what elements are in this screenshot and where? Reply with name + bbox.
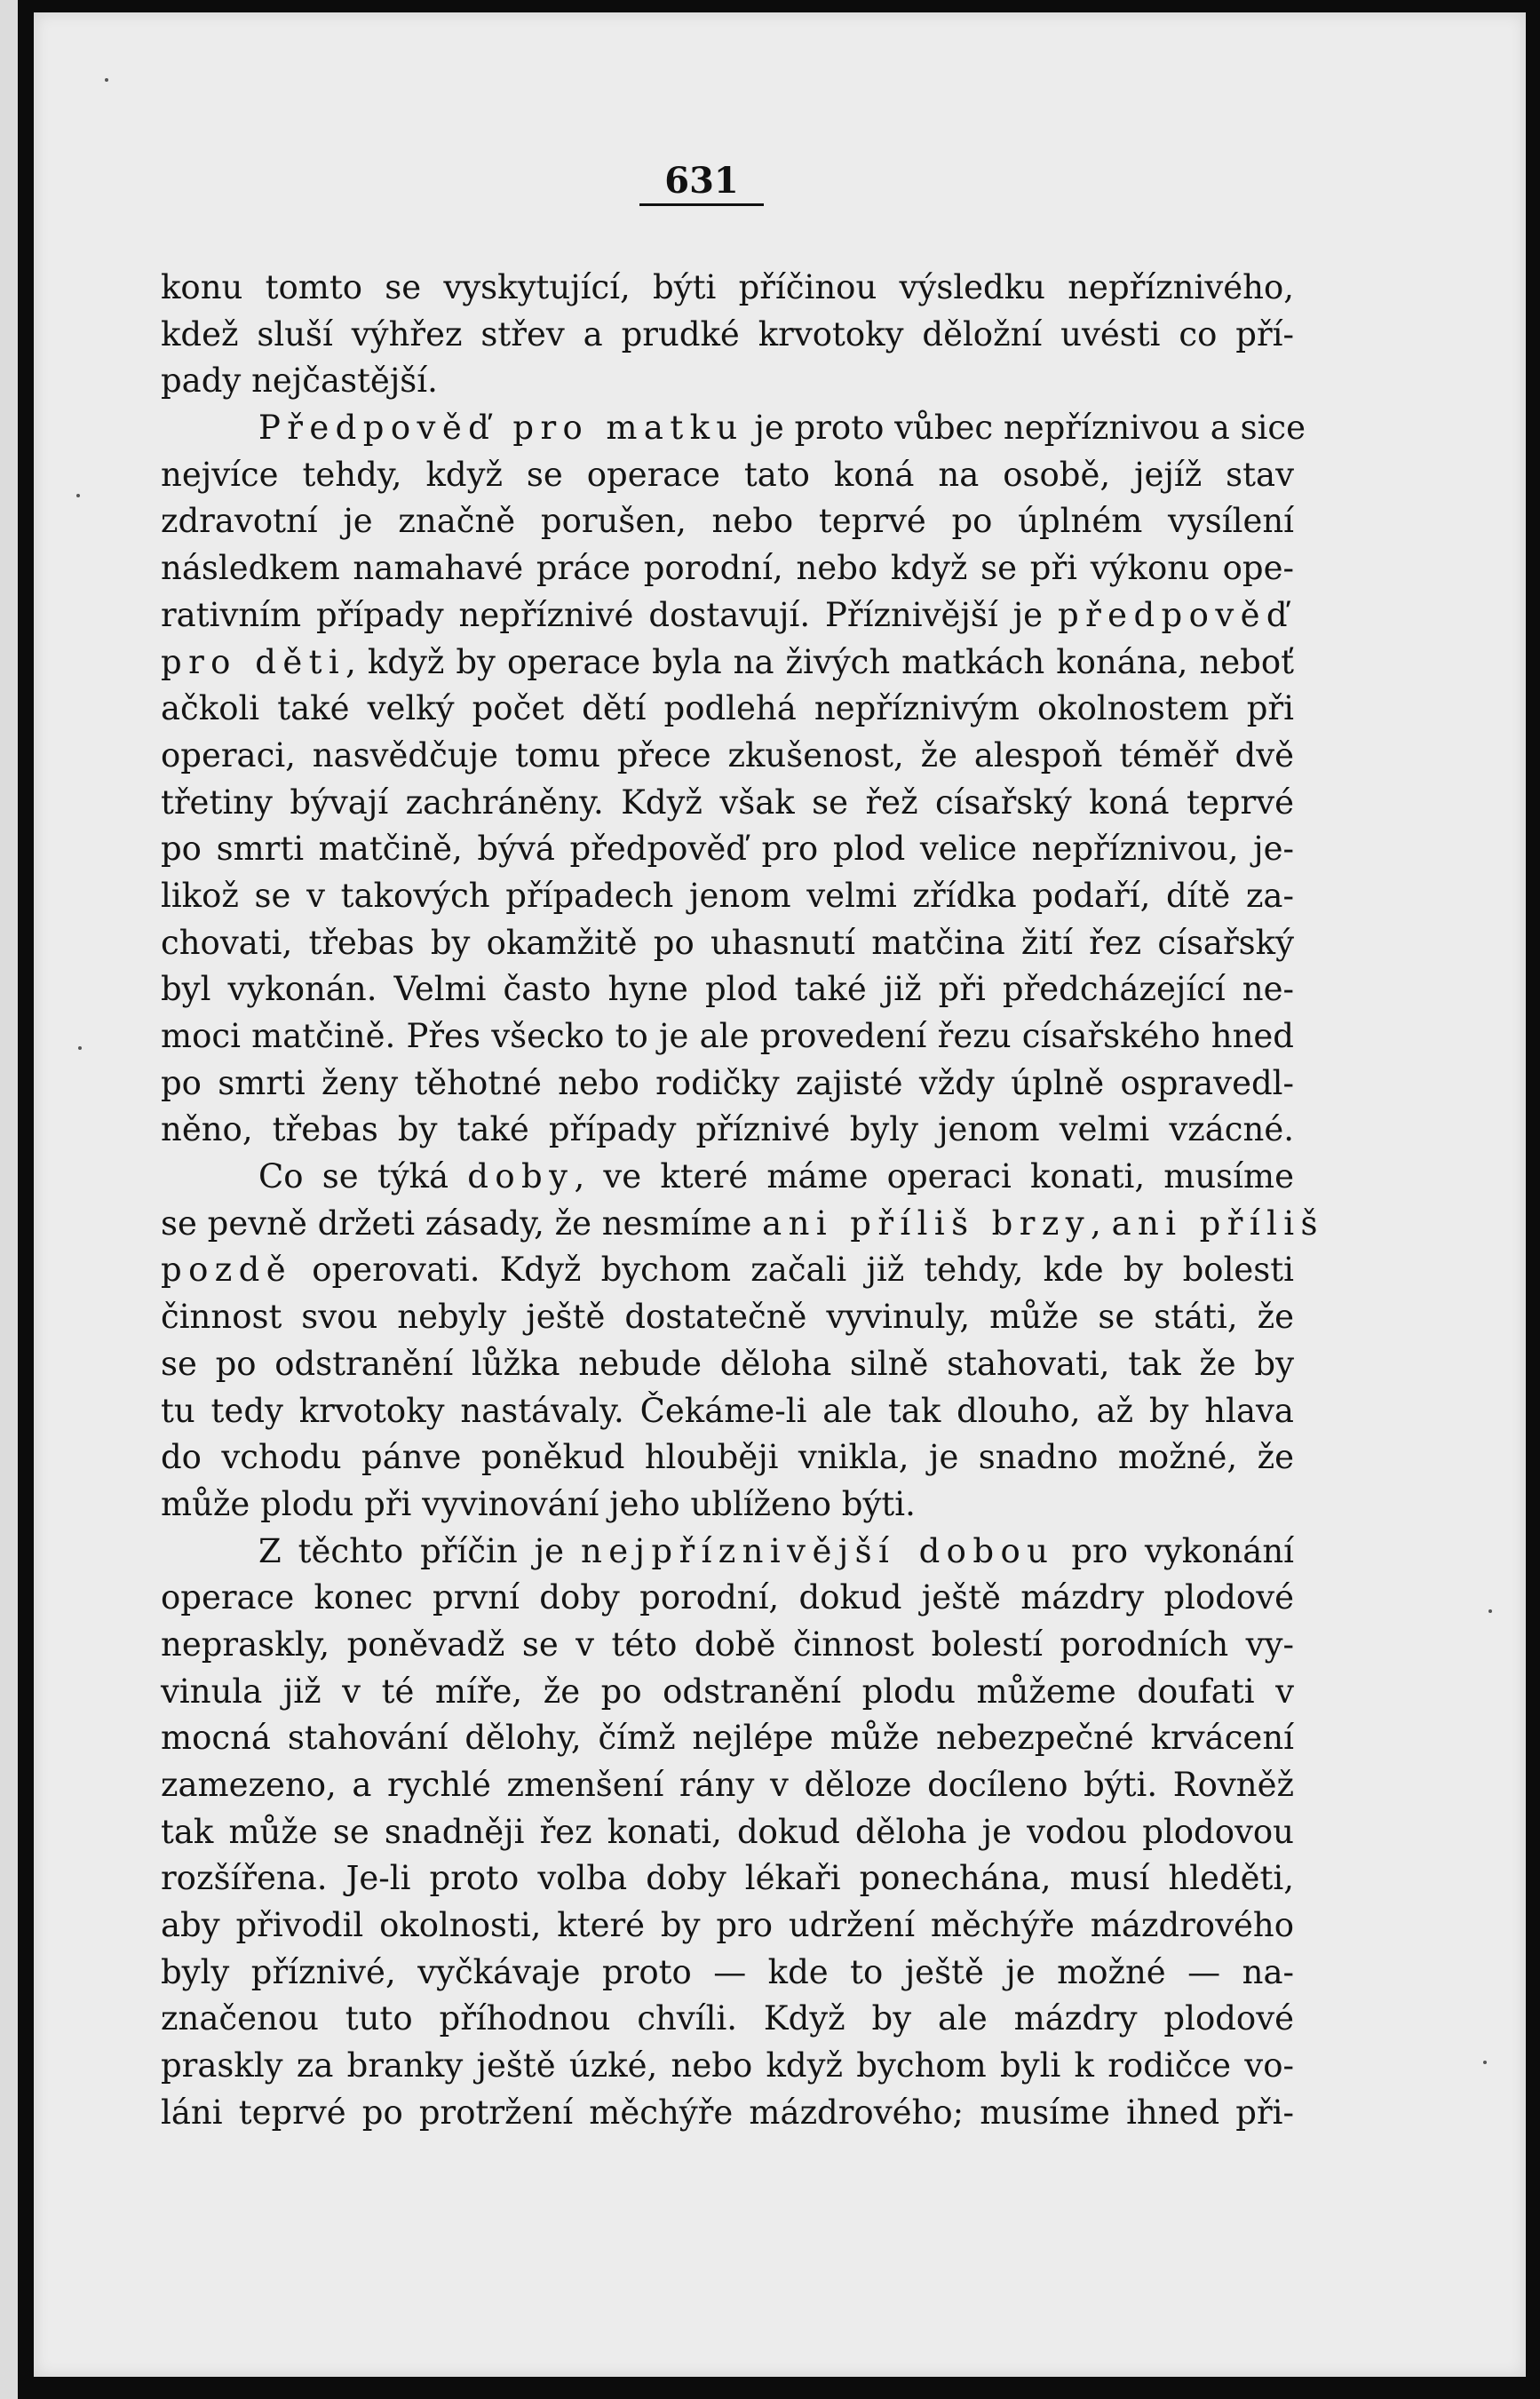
text-line (161, 592, 1294, 639)
text-line: láni teprvé po protržení měchýře mázdrového; musíme ihned při- (161, 2093, 1294, 2132)
spaced-emphasis: pro děti (161, 642, 346, 681)
text-line: operaci, nasvědčuje tomu přece zkušenost, že alespoň téměř dvě (161, 735, 1294, 775)
text-line (161, 405, 1306, 452)
text-line: třetiny bývají zachráněny. Když však se řež císařský koná teprvé (161, 782, 1294, 822)
text-line (161, 639, 1294, 687)
text-line: konu tomto se vyskytující, býti příčinou výsledku nepříznivého, (161, 268, 1294, 306)
text-line: likož se v takových případech jenom velmi zřídka podaří, dítě za- (161, 876, 1294, 915)
text-run: operovati. Když bychom začali již tehdy, kde by bolesti (292, 1251, 1294, 1290)
text-line: ačkoli také velký počet dětí podlehá nepříznivým okolnostem při (161, 689, 1294, 728)
spaced-emphasis: ani příliš brzy (762, 1203, 1091, 1243)
text-run: Co se týká (258, 1157, 468, 1196)
text-run: pro vykonání (1054, 1531, 1294, 1570)
text-line: se po odstranění lůžka nebude děloha silně stahovati, tak že by (161, 1344, 1294, 1383)
spaced-emphasis: nejpříznivější dobou (580, 1531, 1055, 1570)
text-line (161, 1201, 1324, 1248)
text-line: může plodu při vyvinování jeho ublíženo býti. (161, 1484, 916, 1523)
body-text (161, 265, 1324, 2137)
text-line: nepraskly, poněvadž se v této době činnost bolestí porodních vy- (161, 1624, 1294, 1664)
text-line: zdravotní je značně porušen, nebo teprvé po úplném vysílení (161, 502, 1294, 541)
text-run: , (1091, 1203, 1112, 1243)
text-line: do vchodu pánve poněkud hlouběji vnikla, je snadno možné, že (161, 1438, 1294, 1477)
spaced-emphasis: pozdě (161, 1251, 293, 1290)
text-line: aby přivodil okolnosti, které by pro udržení měchýře mázdrového (161, 1906, 1294, 1945)
text-line: po smrti ženy těhotné nebo rodičky zajisté vždy úplně ospravedl- (161, 1063, 1294, 1102)
text-line: tak může se snadněji řez konati, dokud děloha je vodou plodovou (161, 1812, 1294, 1851)
text-line: operace konec první doby porodní, dokud ještě mázdry plodové (161, 1578, 1294, 1617)
text-line: moci matčině. Přes všecko to je ale provedení řezu císařského hned (161, 1017, 1294, 1055)
text-line: značenou tuto příhodnou chvíli. Když by ale mázdry plodové (161, 1999, 1294, 2038)
spaced-emphasis: předpověď (1058, 595, 1294, 634)
text-line: zamezeno, a rychlé zmenšení rány v děloze docíleno býti. Rovněž (161, 1766, 1294, 1804)
text-line (161, 1154, 1294, 1201)
text-run: , když by operace byla na živých matkách konána, neboť (345, 642, 1294, 681)
text-run: Z těchto příčin je (258, 1531, 581, 1570)
text-line: něno, třebas by také případy příznivé byly jenom velmi vzácné. (161, 1110, 1294, 1149)
text-line: rozšířena. Je-li proto volba doby lékaři ponechána, musí hleděti, (161, 1859, 1294, 1898)
scan-speck (78, 1046, 82, 1050)
spaced-emphasis: doby (467, 1157, 575, 1196)
text-line: mocná stahování dělohy, čímž nejlépe může nebezpečné krvácení (161, 1719, 1294, 1758)
text-line: nejvíce tehdy, když se operace tato koná na osobě, jejíž stav (161, 455, 1294, 494)
text-run: se pevně držeti zásady, že nesmíme (161, 1203, 763, 1243)
text-run: rativním případy nepříznivé dostavují. Příznivější je (161, 595, 1058, 634)
text-line: praskly za branky ještě úzké, nebo když bychom byli k rodičce vo- (161, 2046, 1294, 2085)
scan-edge-strip (0, 0, 18, 2399)
text-run: je proto vůbec nepříznivou a sice (743, 409, 1306, 448)
scan-speck (1483, 2061, 1487, 2064)
spaced-emphasis: Předpověď pro matku (258, 409, 744, 448)
text-line: následkem namahavé práce porodní, nebo když se při výkonu ope- (161, 549, 1294, 588)
text-line: byl vykonán. Velmi často hyne plod také již při předcházející ne- (161, 970, 1294, 1009)
text-line: po smrti matčině, bývá předpověď pro plod velice nepříznivou, je- (161, 830, 1294, 869)
page-number: 631 (639, 160, 764, 206)
text-line: činnost svou nebyly ještě dostatečně vyvinuly, může se státi, že (161, 1298, 1294, 1337)
text-run: , ve které máme operaci konati, musíme (574, 1157, 1294, 1196)
text-line: vinula již v té míře, že po odstranění plodu můžeme doufati v (161, 1672, 1294, 1711)
spaced-emphasis: ani příliš (1111, 1203, 1324, 1243)
text-line (161, 1247, 1294, 1294)
text-line: chovati, třebas by okamžitě po uhasnutí matčina žití řez císařský (161, 923, 1294, 962)
text-line: byly příznivé, vyčkávaje proto — kde to ještě je možné — na- (161, 1952, 1294, 1991)
scan-speck (1488, 1609, 1492, 1613)
scan-speck (105, 78, 108, 82)
text-line (161, 1529, 1294, 1576)
text-line: tu tedy krvotoky nastávaly. Čekáme-li ale tak dlouho, až by hlava (161, 1391, 1294, 1430)
scan-speck (76, 494, 80, 497)
text-line: kdež sluší výhřez střev a prudké krvotoky děložní uvésti co pří- (161, 314, 1294, 353)
text-line: pady nejčastější. (161, 361, 438, 401)
